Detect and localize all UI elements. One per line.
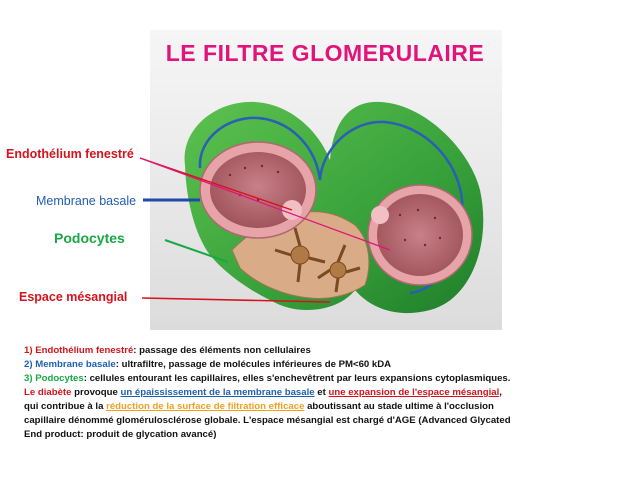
link-mesangial-expansion[interactable]: une expansion de l'espace mésangial	[328, 387, 500, 398]
desc-endothelium-term: 1) Endothélium fenestré	[24, 345, 134, 356]
desc-line-2	[24, 358, 624, 372]
desc-line-1	[24, 344, 624, 358]
page-title: LE FILTRE GLOMERULAIRE	[165, 40, 485, 66]
capillary-left	[200, 142, 316, 238]
label-endothelium: Endothélium fenestré	[6, 147, 134, 161]
link-filtration-reduction[interactable]: réduction de la surface de filtration efficace	[106, 401, 305, 412]
label-membrane: Membrane basale	[36, 194, 137, 208]
link-membrane-thickening[interactable]: un épaississement de la membrane basale	[120, 387, 315, 398]
desc-line-7: End product: produit de glycation avancé)	[24, 429, 217, 440]
desc-membrane-term: 2) Membrane basale	[24, 359, 116, 370]
desc-podocytes-term: 3) Podocytes	[24, 373, 84, 384]
desc-comma: ,	[499, 387, 502, 398]
desc-provoque: provoque	[71, 387, 121, 398]
desc-line-3	[24, 372, 624, 386]
capillary-right	[368, 185, 472, 285]
desc-line-4	[24, 386, 624, 400]
desc-line5-prefix: qui contribue à la	[24, 401, 107, 412]
description-block	[24, 344, 624, 442]
label-podocytes: Podocytes	[54, 230, 125, 246]
desc-endothelium-text: : passage des éléments non cellulaires	[133, 345, 311, 356]
desc-line-5	[24, 400, 624, 414]
desc-podocytes-text: : cellules entourant les capillaires, elles s'enchevêtrent par leurs expansions cytoplasmiques.	[83, 373, 511, 384]
desc-diabete: Le diabète	[24, 387, 72, 398]
label-mesangial: Espace mésangial	[19, 290, 128, 304]
desc-et: et	[314, 387, 329, 398]
desc-line5-suffix: aboutissant au stade ultime à l'occlusion	[304, 401, 494, 412]
desc-line-6: capillaire dénommé glomérulosclérose globale. L'espace mésangial est chargé d'AGE (Advanced Glycated	[24, 415, 511, 426]
desc-membrane-text: : ultrafiltre, passage de molécules inférieures de PM<60 kDA	[115, 359, 392, 370]
